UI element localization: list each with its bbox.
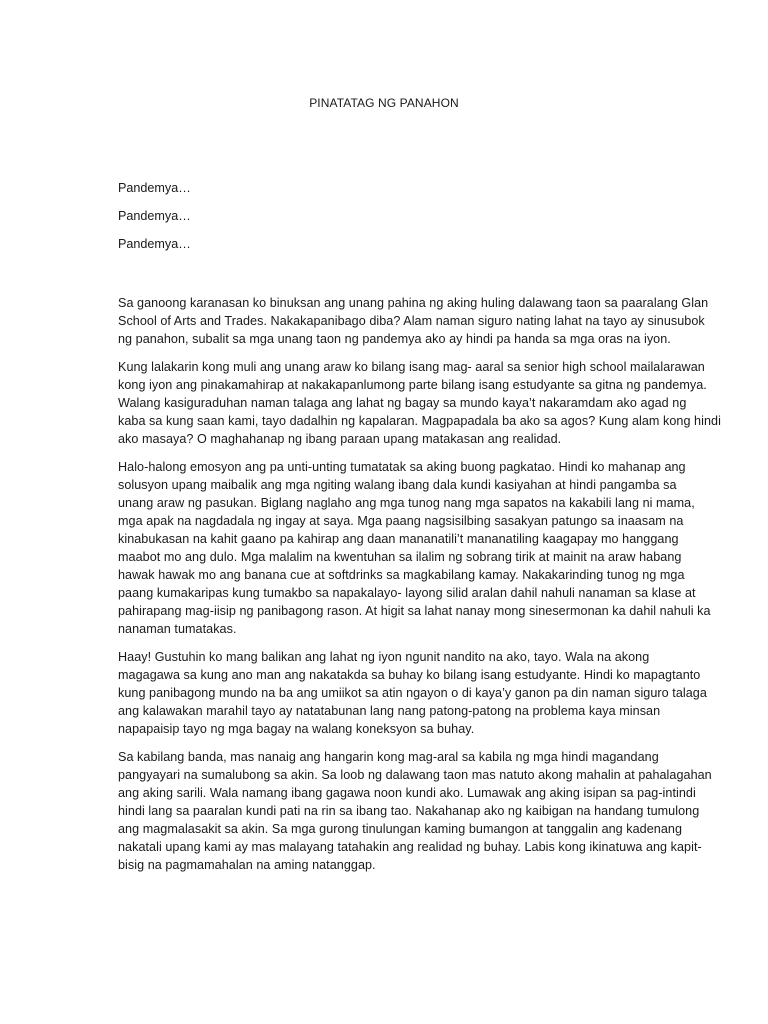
text-line: kung panibagong mundo na ba ang umiikot sa atin ngayon o di kaya’y ganon pa din naman siguro talaga	[118, 686, 707, 700]
paragraph-5	[118, 748, 712, 874]
document-title: PINATATAG NG PANAHON	[309, 96, 459, 110]
text-line: ako masaya? O maghahanap ng ibang paraan upang matakasan ang realidad.	[118, 432, 562, 446]
intro-line: Pandemya…	[118, 237, 191, 251]
text-line: nanaman tumatakas.	[118, 622, 237, 636]
text-line: ng panahon, subalit sa mga unang taon ng pandemya ako ay hindi pa handa sa mga oras na iyon.	[118, 332, 671, 346]
document-body	[118, 294, 721, 884]
text-line: hawak hawak mo ang banana cue at softdrinks sa magkabilang kamay. Nakakarinding tunog ng mga	[118, 568, 685, 582]
text-line: Walang kasiguraduhan naman talaga ang lahat ng bagay sa mundo kaya’t nakaramdam ako agad ng	[118, 396, 687, 410]
text-line: kaba sa kung saan kami, tayo dadalhin ng kapalaran. Magpapadala ba ako sa agos? Kung alam kong hindi	[118, 414, 721, 428]
intro-line: Pandemya…	[118, 181, 191, 195]
intro-block	[118, 180, 678, 264]
text-line: maabot mo ang dulo. Mga malalim na kwentuhan sa ilalim ng sobrang tirik at mainit na araw habang	[118, 550, 682, 564]
text-line: ang magmalasakit sa akin. Sa mga gurong tinulungan kaming bumangon at tanggalin ang kadenang	[118, 822, 683, 836]
text-line: bisig na pagmamahalan na aming natanggap.	[118, 858, 376, 872]
text-line: ang aking sarili. Wala namang ibang gagawa noon kundi ako. Lumawak ang aking isipan sa pag-intindi	[118, 786, 696, 800]
text-line: magagawa sa kung ano man ang nakatakda sa buhay ko bilang isang estudyante. Hindi ko mapagtanto	[118, 668, 701, 682]
text-line: Halo-halong emosyon ang pa unti-unting tumatatak sa aking buong pagkatao. Hindi ko mahanap ang	[118, 460, 686, 474]
text-line: pangyayari na sumalubong sa akin. Sa loob ng dalawang taon mas natuto akong mahalin at pahalagahan	[118, 768, 712, 782]
text-line: Sa ganoong karanasan ko binuksan ang unang pahina ng aking huling dalawang taon sa paaralang Glan	[118, 296, 709, 310]
text-line: napapaisip tayo ng mga bagay na walang koneksyon sa buhay.	[118, 722, 475, 736]
text-line: solusyon upang maibalik ang mga ngiting walang ibang dala kundi kasiyahan at hindi pangamba sa	[118, 478, 677, 492]
text-line: Haay! Gustuhin ko mang balikan ang lahat ng iyon ngunit nandito na ako, tayo. Wala na akong	[118, 650, 650, 664]
text-line: nakatali upang kami ay mas malayang tatahakin ang realidad ng buhay. Labis kong ikinatuwa ang kapit-	[118, 840, 702, 854]
text-line: School of Arts and Trades. Nakakapanibago diba? Alam naman siguro nating lahat na tayo ay sinusubok	[118, 314, 705, 328]
text-line: Sa kabilang banda, mas nanaig ang hangarin kong mag-aral sa kabila ng mga hindi magandang	[118, 750, 659, 764]
paragraph-2	[118, 358, 721, 448]
intro-line: Pandemya…	[118, 209, 191, 223]
paragraph-1	[118, 294, 709, 348]
text-line: kinabukasan na kahit gaano pa kahirap ang daan mananatili’t mananatiling kaagapay mo hanggang	[118, 532, 679, 546]
text-line: kong iyon ang pinakamahirap at nakakapanlumong parte bilang isang estudyante sa gitna ng pandemya.	[118, 378, 707, 392]
text-line: ang kalawakan marahil tayo ay natatabunan lang nang patong-patong na problema kaya minsan	[118, 704, 661, 718]
text-line: unang araw ng pasukan. Biglang naglaho ang mga tunog nang mga sapatos na kakabili lang ni mama,	[118, 496, 695, 510]
paragraph-4	[118, 648, 707, 738]
text-line: hindi lang sa paaralan kundi pati na rin sa ibang tao. Nakahanap ako ng kaibigan na handang tumulong	[118, 804, 700, 818]
text-line: mga apak na nagdadala ng ingay at saya. Mga paang nagsisilbing sasakyan patungo sa inaasam na	[118, 514, 684, 528]
text-line: pahirapang mag-iisip ng panibagong rason. At higit sa lahat nanay mong sinesermonan ka dahil nahuli ka	[118, 604, 711, 618]
text-line: Kung lalakarin kong muli ang unang araw ko bilang isang mag- aaral sa senior high school mailalarawan	[118, 360, 705, 374]
text-line: paang kumakaripas kung tumakbo sa napakalayo- layong silid aralan dahil nahuli nanaman sa klase at	[118, 586, 696, 600]
paragraph-3	[118, 458, 711, 638]
